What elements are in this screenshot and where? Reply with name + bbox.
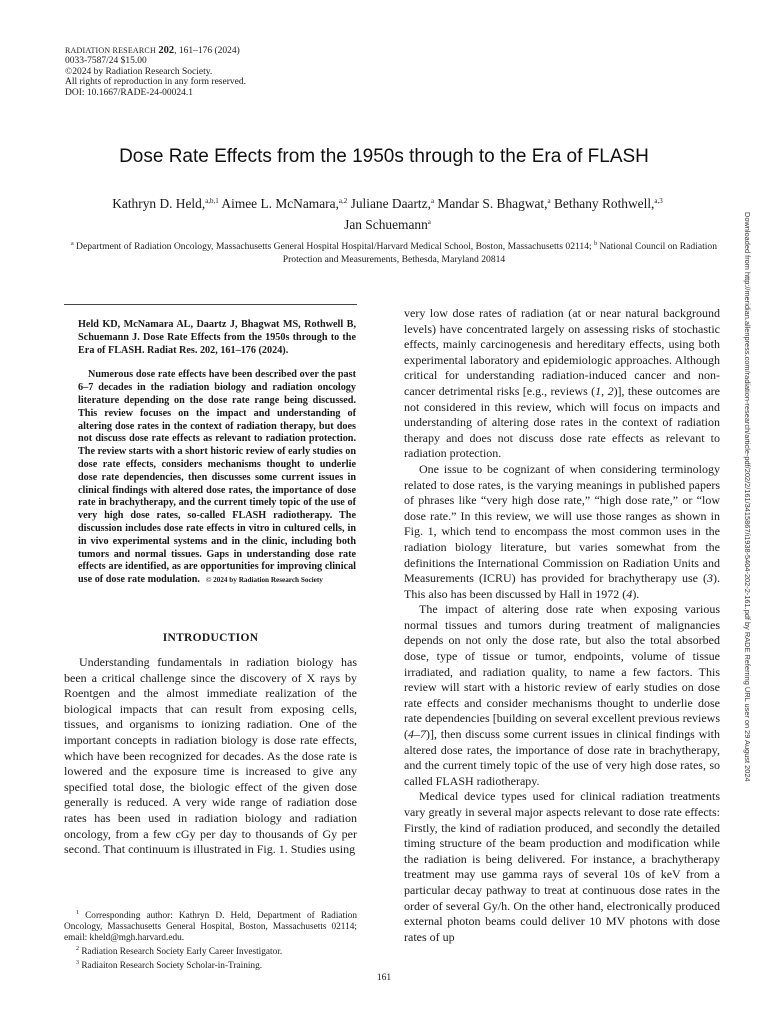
author: Bethany Rothwell,$^{a,3}$ [553, 196, 663, 211]
footnote: $^2$ Radiation Research Society Early Career Investigator. [76, 946, 283, 957]
article-title: Dose Rate Effects from the 1950s through to the Era of FLASH [119, 146, 649, 167]
author: Aimee L. McNamara,$^{a,2}$ [221, 196, 348, 211]
journal-name: RADIATION RESEARCH [65, 46, 156, 55]
journal-meta [65, 46, 246, 98]
download-watermark [741, 212, 753, 1012]
paragraph: Medical device types used for clinical radiation treatments vary greatly in several major aspects relevant to dose rate effects: Firstly, the kind of radiation produced, and secondly the detailed timing structure of the beam production and modification while the radiation is being delivered. For instance, a brachytherapy treatment may use gamma rays of several 10s of keV from a particular decay pathway to treat at continuous dose rates in the order of several Gy/h. On the other hand, electronically produced external photon beams could deliver 10 MV photons with dose rates of up [404, 789, 720, 944]
abstract-copyright: © 2024 by Radiation Research Society [205, 576, 323, 585]
body-column-right [404, 306, 720, 945]
abstract-body: Numerous dose rate effects have been described over the past 6–7 decades in the radiation biology and radiation oncology literature depending on the dose rate range being discussed. This review focuses on the impact and understanding of altering dose rates in the context of radiation therapy, but does not discuss dose rate effects as relevant to radiation protection. The review starts with a short historic review of early studies on dose rate effects, considers mechanisms thought to underlie dose rate dependencies, then discusses some current issues in clinical findings with altered dose rates, the importance of dose rate in brachytherapy, and the current timely topic of the use of very high dose rates, so-called FLASH radiotherapy. The discussion includes dose rate effects in vitro in cultured cells, in in vivo experimental systems and in the clinic, including both tumors and normal tissues. Gaps in understanding dose rate effects are identified, as are opportunities for improving clinical use of dose rate modulation. © 2024 by Radiation Research Society [78, 369, 356, 586]
journal-pages-year: , 161–176 (2024) [174, 46, 240, 56]
paragraph: One issue to be cognizant of when considering terminology related to dose rates, is the varying meanings in published papers of phrases like “very high dose rate,” “high dose rate,” or “low dose rate.” In this review, we will use those ranges as shown in Fig. 1, which tend to encompass the most common uses in the radiation biology literature, but varies somewhat from the definitions the International Commission on Radiation Units and Measurements (ICRU) has provided for brachytherapy use (3). This also has been discussed by Hall in 1972 (4). [404, 461, 720, 601]
paragraph: Understanding fundamentals in radiation biology has been a critical challenge since the discovery of X rays by Roentgen and the almost immediate realization of the biological impacts that can result from exposing cells, tissues, and organisms to ionizing radiation. One of the important concepts in radiation biology is dose rate effects, which have been recognized for decades. As the dose rate is lowered and the exposure time is increased to give any specified total dose, the biologic effect of the given dose generally is reduced. A very wide range of radiation dose rates has been used in radiation biology and radiation oncology, from a few cGy per day to thousands of Gy per second. That continuum is illustrated in Fig. 1. Studies using [64, 655, 357, 857]
abstract-rule [64, 304, 357, 305]
journal-volume: 202 [158, 45, 175, 56]
footnote: $^3$ Radiaiton Research Society Scholar-in-Training. [76, 960, 263, 971]
download-watermark-text: Downloaded from http://meridian.allenpress.com/radiation-research/article-pdf/202/2/161/3415867/i1938-5404-202-2-161.pdf by RADE Referring URL user on 29 August 2024 [743, 212, 752, 782]
author: Jan Schuemann$^a$ [344, 217, 431, 232]
journal-citation-line [65, 46, 246, 56]
footnotes [64, 908, 357, 972]
doi-line: DOI: 10.1667/RADE-24-00024.1 [65, 87, 193, 98]
citation-link[interactable]: 2 [607, 383, 614, 398]
citation-link[interactable]: 4–7 [408, 727, 426, 742]
paragraph: very low dose rates of radiation (at or near natural background levels) have concentrated largely on assessing risks of stochastic effects, mainly carcinogenesis and hereditary effects, using both experimental laboratory and epidemiologic approaches. Although critical for understanding radiation-induced cancer and non-cancer detrimental risks [e.g., reviews (1, 2)], these outcomes are not considered in this review, which will focus on impacts and understanding of altering dose rates in the context of radiation therapy and does not discuss dose rate effects as relevant to radiation protection. [404, 306, 720, 461]
author: Mandar S. Bhagwat,$^a$ [437, 196, 551, 211]
abstract-citation: Held KD, McNamara AL, Daartz J, Bhagwat MS, Rothwell B, Schuemann J. Dose Rate Effects from the 1950s through to the Era of FLASH. Radiat Res. 202, 161–176 (2024). [78, 319, 356, 356]
author: Kathryn D. Held,$^{a,b,1}$ [112, 196, 219, 211]
author-line-1 [60, 192, 715, 213]
citation-link[interactable]: 4 [626, 586, 633, 601]
page-number: 161 [376, 973, 392, 983]
section-heading-introduction: INTRODUCTION [162, 632, 259, 644]
author-list [60, 192, 715, 234]
footnote: $^1$ Corresponding author: Kathryn D. Held, Department of Radiation Oncology, Massachusetts General Hospital, Boston, Massachusetts 02114; email: kheld@mgh.harvard.edu. [64, 910, 357, 943]
rights-line: All rights of reproduction in any form reserved. [65, 77, 246, 88]
citation-link[interactable]: 3 [707, 571, 713, 586]
affiliations: $^a$ Department of Radiation Oncology, Massachusetts General Hospital Hospital/Harvard Medical School, Boston, Massachusetts 02114; $^b$ National Council on Radiation Protection and Measurements, Bethesda, Maryland 20814 [70, 241, 718, 265]
copyright-line: ©2024 by Radiation Research Society. [65, 66, 213, 77]
author-line-2 [60, 213, 715, 234]
author: Juliane Daartz,$^a$ [350, 196, 435, 211]
affiliation-a: Department of Radiation Oncology, Massachusetts General Hospital Hospital/Harvard Medical School, Boston, Massachusetts 02114; [76, 241, 592, 252]
affiliation-b: National Council on Radiation Protection and Measurements, Bethesda, Maryland 20814 [282, 241, 718, 265]
paragraph: The impact of altering dose rate when exposing various normal tissues and tumors during treatment of malignancies depends on not only the dose rate, but also the total absorbed dose, type of tissue or tumor, endpoints, volume of tissue irradiated, and radiation quality, to name a few factors. This review will start with a historic review of early studies on dose rate effects and consider mechanisms thought to underlie dose rate dependencies [building on several excellent previous reviews (4–7)], then discuss some current issues in clinical findings with altered dose rates, the importance of dose rate in brachytherapy, and the current timely topic of the use of very high dose rates, so called FLASH radiotherapy. [404, 602, 720, 788]
body-column-left [64, 655, 357, 858]
issn-line: 0033-7587/24 $15.00 [65, 56, 147, 67]
citation-link[interactable]: 1 [595, 383, 602, 398]
abstract [78, 319, 356, 587]
